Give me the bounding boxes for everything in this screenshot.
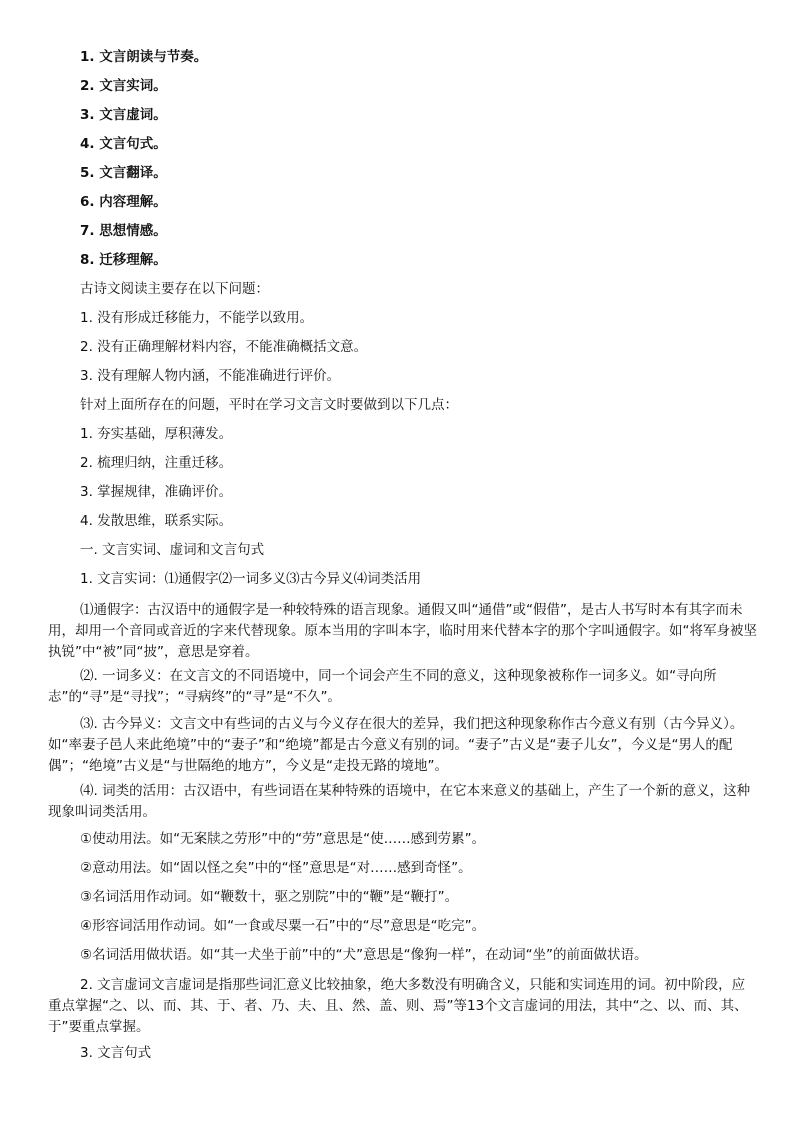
topic-item: 4. 文言句式。 bbox=[80, 136, 167, 152]
paragraph-gujinyiyi: ⑶. 古今异义：文言文中有些词的古义与今义存在很大的差异，我们把这种现象称作古今意义有别（古今异义）。如“率妻子邑人来此绝境”中的“妻子”和“绝境”都是古今意义有别的词。“妻子”古义是“妻子儿女”，今义是“男人的配偶”；“绝境”古义是“与世隔绝的地方”，今义是“走投无路的境地”。 bbox=[48, 716, 744, 774]
paragraph-cileihuoyong: ⑷. 词类的活用：古汉语中，有些词语在某种特殊的语境中，在它本来意义的基础上，产生了一个新的意义，这种现象叫词类活用。 bbox=[48, 783, 751, 820]
method-item: 1. 夯实基础，厚积薄发。 bbox=[80, 426, 233, 442]
topic-item: 1. 文言朗读与节奏。 bbox=[80, 49, 208, 65]
section-subheading: 1. 文言实词：⑴通假字⑵一词多义⑶古今异义⑷词类活用 bbox=[80, 571, 422, 587]
topic-item: 3. 文言虚词。 bbox=[80, 107, 167, 123]
usage-item: ②意动用法。如“固以怪之矣”中的“怪”意思是“对……感到奇怪”。 bbox=[80, 860, 472, 876]
topic-item: 8. 迁移理解。 bbox=[80, 252, 167, 268]
paragraph-xuci: 2. 文言虚词文言虚词是指那些词汇意义比较抽象，绝大多数没有明确含义，只能和实词连用的词。初中阶段，应重点掌握“之、以、而、其、于、者、乃、夫、且、然、盖、则、焉”等13个文言虚词的用法，其中“之、以、而、其、于”要重点掌握。 bbox=[48, 977, 748, 1035]
usage-item: ⑤名词活用做状语。如“其一犬坐于前”中的“犬”意思是“像狗一样”，在动词“坐”的前面做状语。 bbox=[80, 947, 648, 963]
usage-item: ①使动用法。如“无案牍之劳形”中的“劳”意思是“使……感到劳累”。 bbox=[80, 831, 486, 847]
topic-item: 6. 内容理解。 bbox=[80, 194, 167, 210]
paragraph-yiciduoyi: ⑵. 一词多义：在文言文的不同语境中，同一个词会产生不同的意义，这种现象被称作一词多义。如“寻向所志”的“寻”是“寻找”；“寻病终”的“寻”是“不久”。 bbox=[48, 668, 717, 705]
method-item: 2. 梳理归纳，注重迁移。 bbox=[80, 455, 233, 471]
method-item: 3. 掌握规律，准确评价。 bbox=[80, 484, 233, 500]
usage-item: ④形容词活用作动词。如“一食或尽粟一石”中的“尽”意思是“吃完”。 bbox=[80, 918, 486, 934]
problem-item: 1. 没有形成迁移能力，不能学以致用。 bbox=[80, 310, 314, 326]
section-heading: 一. 文言实词、虚词和文言句式 bbox=[80, 542, 265, 558]
methods-intro: 针对上面所存在的问题，平时在学习文言文时要做到以下几点： bbox=[80, 397, 458, 413]
problem-item: 2. 没有正确理解材料内容，不能准确概括文意。 bbox=[80, 339, 368, 355]
topic-item: 2. 文言实词。 bbox=[80, 78, 167, 94]
paragraph-tongjia: ⑴通假字：古汉语中的通假字是一种较特殊的语言现象。通假又叫“通借”或“假借”，是古人书写时本有其字而未用，却用一个音同或音近的字来代替现象。原本当用的字叫本字，临时用来代替本字的那个字叫通假字。如“将军身被坚执锐”中“被”同“披”，意思是穿着。 bbox=[48, 602, 757, 660]
topic-item: 5. 文言翻译。 bbox=[80, 165, 167, 181]
problems-intro: 古诗文阅读主要存在以下问题： bbox=[80, 281, 269, 297]
method-item: 4. 发散思维，联系实际。 bbox=[80, 513, 233, 529]
topic-item: 7. 思想情感。 bbox=[80, 223, 167, 239]
usage-item: ③名词活用作动词。如“鞭数十，驱之别院”中的“鞭”是“鞭打”。 bbox=[80, 889, 459, 905]
problem-item: 3. 没有理解人物内涵，不能准确进行评价。 bbox=[80, 368, 341, 384]
section-heading: 3. 文言句式 bbox=[80, 1045, 152, 1061]
